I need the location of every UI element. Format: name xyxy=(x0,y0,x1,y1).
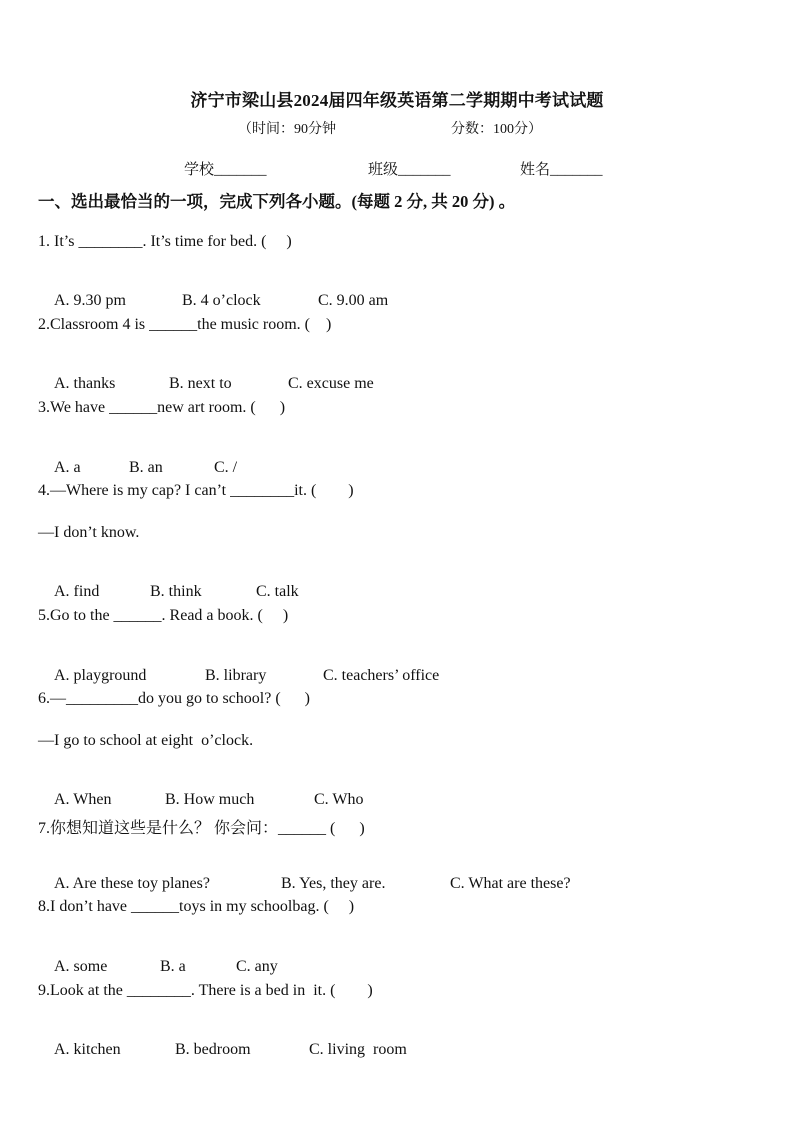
option-b: B. library xyxy=(205,667,267,684)
question-6-reply: —I go to school at eight o’clock. xyxy=(38,732,254,749)
option-c: C. / xyxy=(214,459,238,476)
option-c: C. teachers’ office xyxy=(323,667,440,684)
question-3: 3.We have ______new art room. ( ) xyxy=(38,399,286,416)
question-9-options xyxy=(38,1023,407,1077)
question-4: 4.—Where is my cap? I can’t ________it. ( ) xyxy=(38,482,354,499)
option-a: A. thanks xyxy=(54,375,116,392)
option-c: C. What are these? xyxy=(450,875,571,892)
option-b: B. How much xyxy=(165,791,255,808)
question-4-reply: —I don’t know. xyxy=(38,524,140,541)
question-7: 7.你想知道这些是什么？ 你会问：______ ( ) xyxy=(38,820,365,837)
option-a: A. a xyxy=(54,459,81,476)
class-field: 班级_______ xyxy=(368,162,451,178)
option-b: B. an xyxy=(129,459,163,476)
question-8: 8.I don’t have ______toys in my schoolbag. ( ) xyxy=(38,898,355,915)
option-a: A. kitchen xyxy=(54,1041,121,1058)
option-c: C. Who xyxy=(314,791,364,808)
question-6: 6.—_________do you go to school? ( ) xyxy=(38,690,310,707)
name-field: 姓名_______ xyxy=(520,162,603,178)
school-field: 学校_______ xyxy=(184,162,267,178)
question-2: 2.Classroom 4 is ______the music room. ( ) xyxy=(38,316,332,333)
question-1: 1. It’s ________. It’s time for bed. ( ) xyxy=(38,233,292,250)
option-b: B. Yes, they are. xyxy=(281,875,386,892)
option-c: C. excuse me xyxy=(288,375,374,392)
page-title: 济宁市梁山县2024届四年级英语第二学期期中考试试题 xyxy=(190,91,604,110)
option-a: A. playground xyxy=(54,667,147,684)
option-a: A. some xyxy=(54,958,108,975)
option-b: B. next to xyxy=(169,375,232,392)
question-5: 5.Go to the ______. Read a book. ( ) xyxy=(38,607,289,624)
option-c: C. talk xyxy=(256,583,299,600)
option-a: A. find xyxy=(54,583,100,600)
exam-time: （时间：90分钟 xyxy=(238,122,336,137)
section-heading: 一、选出最恰当的一项，完成下列各小题。(每题 2 分, 共 20 分) 。 xyxy=(38,192,516,211)
option-c: C. 9.00 am xyxy=(318,292,389,309)
option-c: C. any xyxy=(236,958,278,975)
option-b: B. a xyxy=(160,958,186,975)
option-b: B. think xyxy=(150,583,202,600)
option-a: A. 9.30 pm xyxy=(54,292,126,309)
option-a: A. When xyxy=(54,791,112,808)
exam-score: 分数：100分） xyxy=(451,122,542,137)
option-a: A. Are these toy planes? xyxy=(54,875,210,892)
option-c: C. living room xyxy=(309,1041,407,1058)
question-9: 9.Look at the ________. There is a bed in it. ( ) xyxy=(38,982,373,999)
option-b: B. bedroom xyxy=(175,1041,251,1058)
option-b: B. 4 o’clock xyxy=(182,292,261,309)
